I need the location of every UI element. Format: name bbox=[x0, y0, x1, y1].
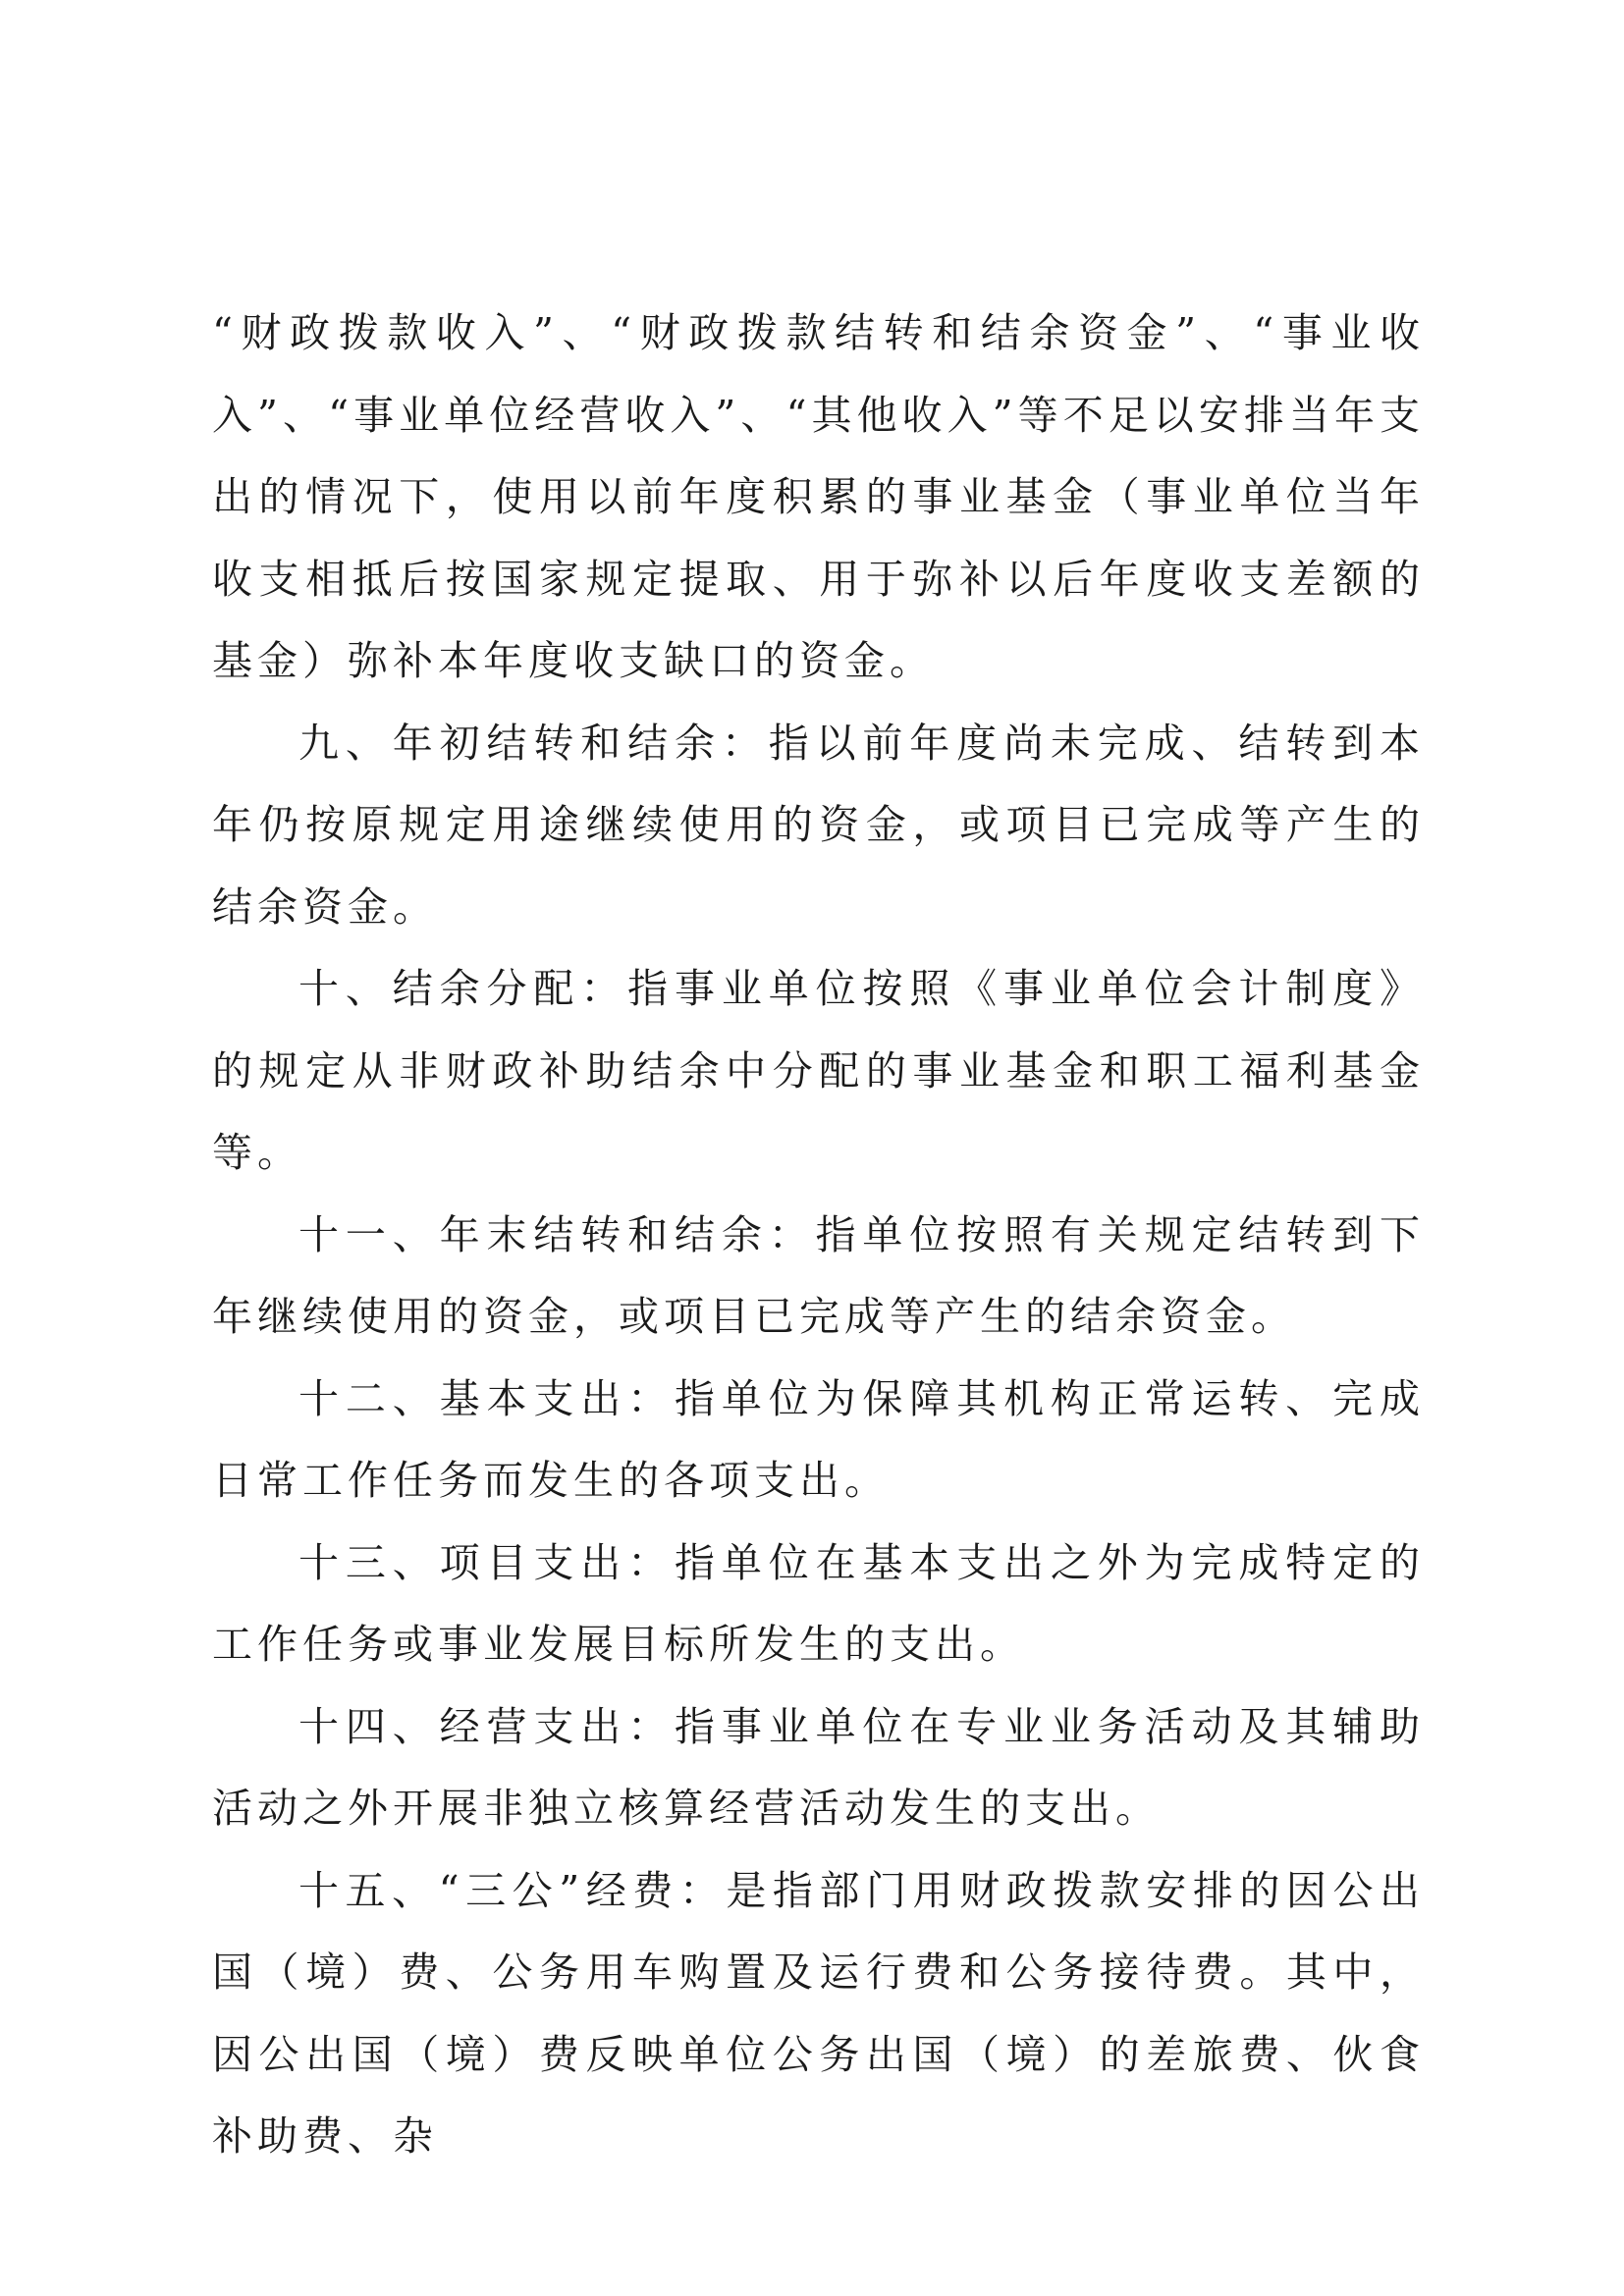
paragraph-item-14: 十四、经营支出：指事业单位在专业业务活动及其辅助活动之外开展非独立核算经营活动发生的支出。 bbox=[212, 1702, 1425, 1832]
paragraph-item-13: 十三、项目支出：指单位在基本支出之外为完成特定的工作任务或事业发展目标所发生的支出。 bbox=[212, 1538, 1425, 1668]
paragraph-item-15: 十五、“三公”经费：是指部门用财政拨款安排的因公出国（境）费、公务用车购置及运行费和公务接待费。其中，因公出国（境）费反映单位公务出国（境）的差旅费、伙食补助费、杂 bbox=[212, 1866, 1425, 2160]
document-body bbox=[212, 293, 1425, 2178]
paragraph-item-11: 十一、年末结转和结余：指单位按照有关规定结转到下年继续使用的资金，或项目已完成等产生的结余资金。 bbox=[212, 1210, 1425, 1340]
paragraph-item-12: 十二、基本支出：指单位为保障其机构正常运转、完成日常工作任务而发生的各项支出。 bbox=[212, 1374, 1425, 1504]
paragraph-item-9: 九、年初结转和结余：指以前年度尚未完成、结转到本年仍按原规定用途继续使用的资金，或项目已完成等产生的结余资金。 bbox=[212, 719, 1425, 931]
paragraph-continuation: “财政拨款收入”、“财政拨款结转和结余资金”、“事业收入”、“事业单位经营收入”、“其他收入”等不足以安排当年支出的情况下，使用以前年度积累的事业基金（事业单位当年收支相抵后按国家规定提取、用于弥补以后年度收支差额的基金）弥补本年度收支缺口的资金。 bbox=[212, 309, 1425, 684]
paragraph-item-10: 十、结余分配：指事业单位按照《事业单位会计制度》的规定从非财政补助结余中分配的事业基金和职工福利基金等。 bbox=[212, 965, 1425, 1176]
